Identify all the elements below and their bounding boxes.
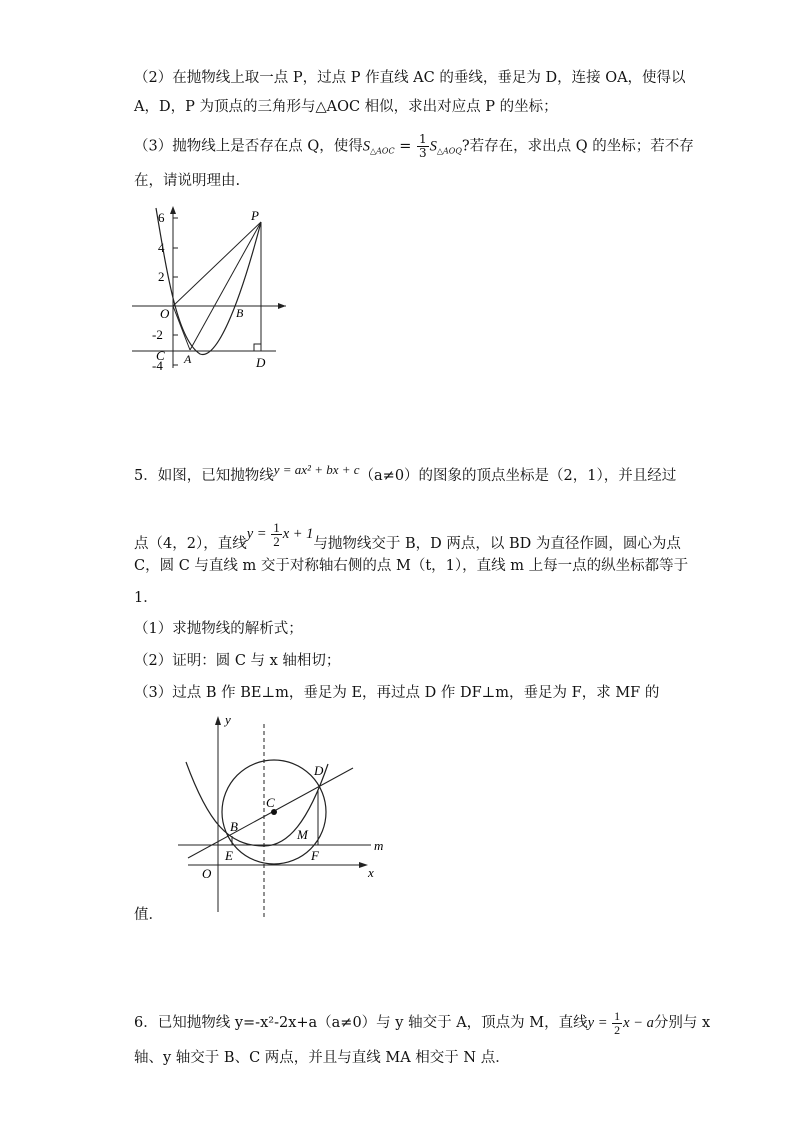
p6-l1-post: 分别与 x — [653, 1014, 711, 1031]
p4-part3-pre: （3）抛物线上是否存在点 Q，使得 — [134, 138, 363, 155]
p4-label-C: C — [156, 348, 165, 363]
p4-eq: = — [394, 138, 416, 155]
p4-ytick-neg2: -2 — [152, 327, 163, 342]
p5-line2 — [134, 521, 681, 554]
p5-label-y: y — [225, 712, 231, 727]
p4-part3-line1 — [134, 133, 694, 162]
p5-figure — [168, 712, 398, 922]
p4-s2-sub: △AOQ — [436, 146, 462, 156]
p5-l1-post: （a≠0）的图象的顶点坐标是（2，1），并且经过 — [359, 468, 677, 484]
p4-label-B: B — [236, 306, 244, 320]
p5-label-B: B — [230, 819, 238, 834]
p6-line1 — [134, 1010, 710, 1037]
p5-label-O: O — [202, 866, 212, 881]
p5-l1-formula: y = ax² + bx + c — [273, 462, 360, 477]
p6-l1-pre: 6．已知抛物线 y=-x²-2x+a（a≠0）与 y 轴交于 A，顶点为 M，直线 — [134, 1014, 588, 1031]
p5-label-E: E — [225, 848, 233, 863]
p4-ytick-2: 2 — [158, 269, 165, 284]
p4-part2-line2: A，D，P 为顶点的三角形与△AOC 相似，求出对应点 P 的坐标； — [134, 99, 558, 115]
p4-part2-line1: （2）在抛物线上取一点 P，过点 P 作直线 AC 的垂线，垂足为 D，连接 OA，使得以 — [134, 70, 686, 86]
p4-parabola — [156, 208, 261, 354]
p6-l1-formula: y = $\frac{1}{2}$ x − a — [587, 1009, 654, 1037]
p5-line1 — [134, 460, 676, 486]
p5-q3-end: 值． — [134, 907, 163, 923]
p4-label-D: D — [256, 355, 266, 370]
p5-line4: 1． — [134, 590, 158, 606]
p5-line3: C，圆 C 与直线 m 交于对称轴右侧的点 M（t，1），直线 m 上每一点的纵坐标都等于 — [134, 558, 689, 574]
p4-fraction: $\frac{1}{3}$ — [418, 132, 427, 160]
p4-part3-line2: 在，请说明理由. — [134, 173, 241, 189]
p5-l1-pre: 5．如图，已知抛物线 — [134, 468, 274, 484]
p4-figure — [120, 200, 300, 380]
p4-label-O: O — [160, 306, 170, 321]
p6-line2: 轴、y 轴交于 B、C 两点，并且与直线 MA 相交于 N 点． — [134, 1050, 510, 1066]
p4-label-P: P — [251, 208, 259, 223]
p4-s1: S — [362, 138, 370, 155]
p4-part3-post: ?若存在，求出点 Q 的坐标；若不存 — [461, 138, 694, 155]
p4-label-A: A — [184, 352, 192, 366]
p5-l2-formula: y = $\frac{1}{2}$ x + 1 — [246, 520, 314, 549]
p5-label-M: M — [297, 827, 308, 842]
p5-label-D: D — [314, 763, 324, 778]
p4-s1-sub: △AOC — [369, 146, 395, 156]
p5-l2-pre: 点（4，2），直线 — [134, 535, 247, 552]
p4-ytick-6: 6 — [158, 210, 165, 225]
p5-l2-post: 与抛物线交于 B，D 两点，以 BD 为直径作圆，圆心为点 — [313, 535, 681, 552]
p5-q3: （3）过点 B 作 BE⊥m，垂足为 E，再过点 D 作 DF⊥m，垂足为 F，求 MF 的 — [134, 685, 660, 701]
p5-q2: （2）证明：圆 C 与 x 轴相切； — [134, 653, 341, 669]
p4-ytick-neg4: -4 — [152, 358, 163, 373]
p4-s2: S — [429, 138, 437, 155]
p4-ytick-4: 4 — [158, 240, 165, 255]
p5-label-x: x — [368, 865, 374, 880]
p5-label-m: m — [374, 838, 384, 853]
p5-label-F: F — [311, 848, 319, 863]
p5-q1: （1）求抛物线的解析式； — [134, 621, 303, 637]
p5-label-C: C — [266, 795, 275, 810]
